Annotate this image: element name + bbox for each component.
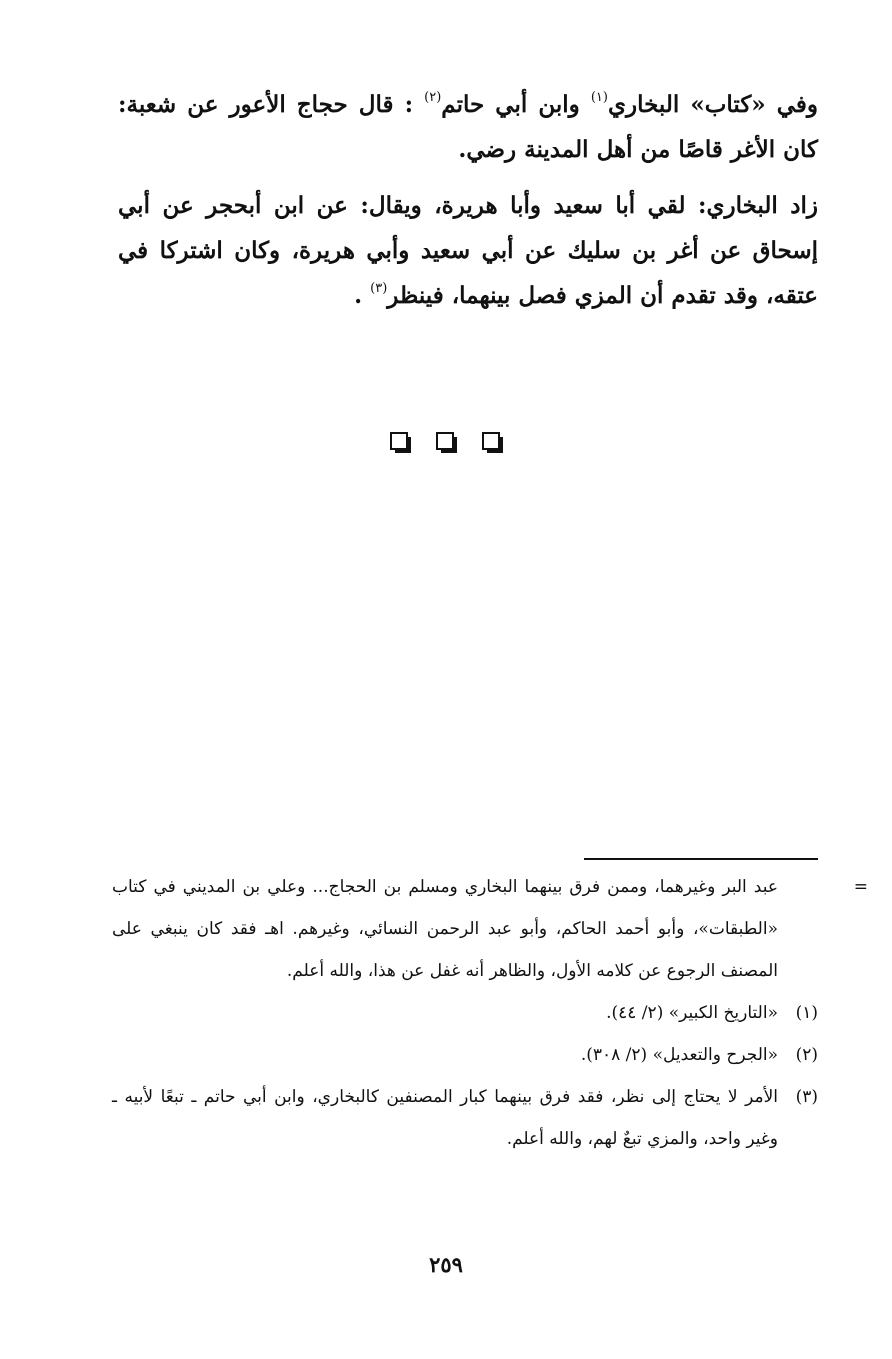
footnote-continuation [112,866,868,992]
footnote-ref-3[interactable]: (٣) [370,281,388,296]
footnote-continuation-text: عبد البر وغيرهما، وممن فرق بينهما البخاري ومسلم بن الحجاج... وعلي بن المديني في كتاب «الطبقات»، وأبو أحمد الحاكم، وأبو عبد الرحمن النسائي، وغيرهم. اهـ فقد كان ينبغي على المصنف الرجوع عن كلامه الأول، والظاهر أنه غفل عن هذا، والله أعلم. [112,877,778,981]
paragraph-1-text-c: : قال حجاج الأعور عن شعبة: كان الأغر قاصًا من أهل المدينة رضي. [118,91,818,163]
main-text [118,82,818,329]
footnote-number: (٢) [795,1045,818,1065]
paragraph-2-text-a: زاد البخاري: لقي أبا سعيد وأبا هريرة، ويقال: عن ابن أبحجر عن أبي إسحاق عن أغر بن سليك عن أبي سعيد وأبي هريرة، وكان اشتركا في عتقه، وقد تقدم أن المزي فصل بينهما، فينظر [118,192,818,309]
paragraph-2 [118,183,818,318]
footnote-number: (٣) [795,1087,818,1107]
footnote-1 [112,992,818,1034]
paragraph-1-text-b: وابن أبي حاتم [441,91,591,118]
square-ornament-icon [436,432,456,452]
footnote-text: «التاريخ الكبير» (٢/ ٤٤). [606,1003,778,1023]
footnote-number: (١) [795,1003,818,1023]
footnote-text: «الجرح والتعديل» (٢/ ٣٠٨). [580,1045,778,1065]
page-number: ٢٥٩ [429,1252,463,1277]
paragraph-2-text-b: . [354,282,371,309]
continuation-mark: = [853,877,868,897]
footnote-ref-1[interactable]: (١) [590,90,608,105]
footnote-ref-2[interactable]: (٢) [424,90,442,105]
square-ornament-icon [482,432,502,452]
section-separator [0,432,892,452]
footnote-text: الأمر لا يحتاج إلى نظر، فقد فرق بينهما كبار المصنفين كالبخاري، وابن أبي حاتم ـ تبعًا لأبيه ـ وغير واحد، والمزي تبعٌ لهم، والله أعلم. [112,1087,778,1149]
paragraph-1-text-a: وفي «كتاب» البخاري [607,91,818,118]
footnote-divider [584,858,818,860]
footnote-3 [112,1076,818,1160]
footnote-2 [112,1034,818,1076]
square-ornament-icon [390,432,410,452]
footnotes-section [112,866,868,1160]
paragraph-1 [118,82,818,172]
